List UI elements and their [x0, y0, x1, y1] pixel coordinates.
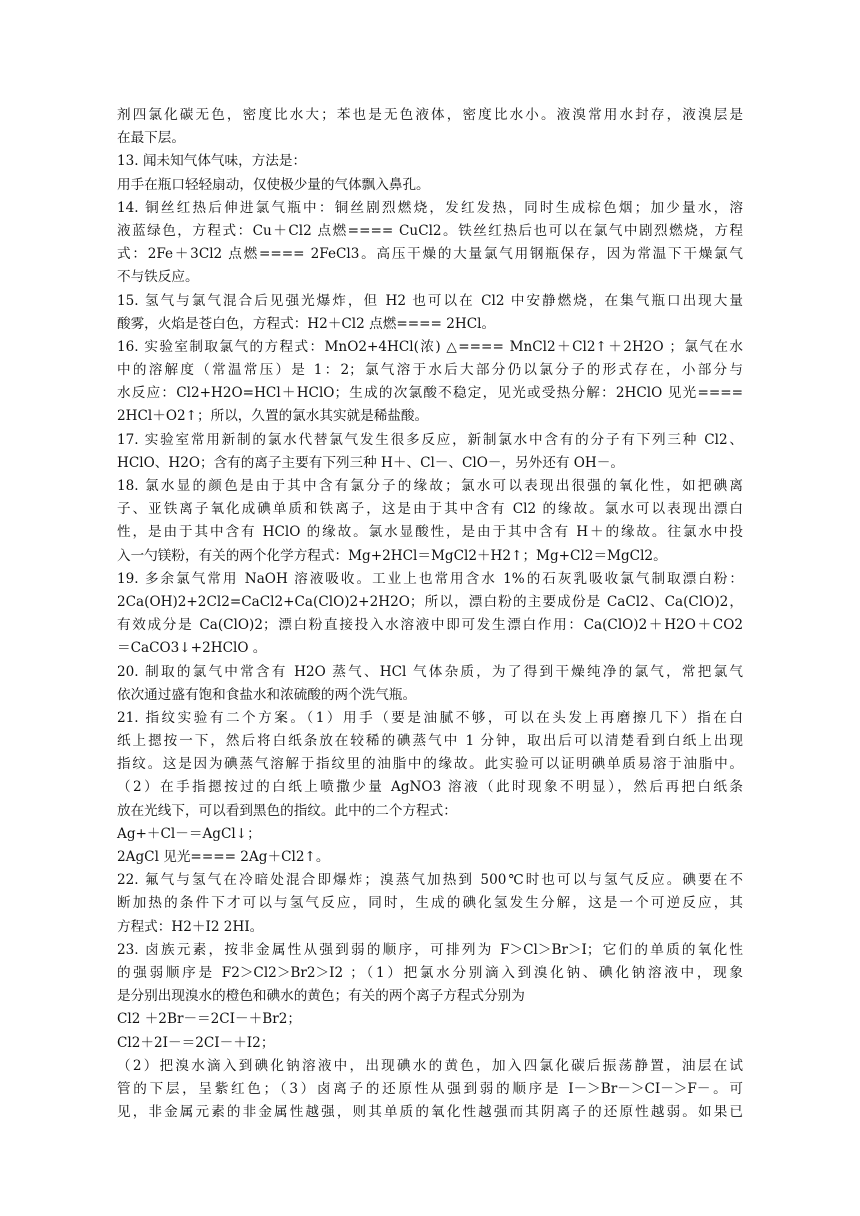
document-body [117, 104, 743, 1124]
text-line: ＝CaCO3↓+2HClO 。 [117, 640, 267, 657]
text-line: 14. 铜丝红热后伸进氯气瓶中：铜丝剧烈燃烧，发红发热，同时生成棕色烟；加少量水，溶 [117, 199, 743, 216]
text-line: 18. 氯水显的颜色是由于其中含有氯分子的缘故；氯水可以表现出很强的氧化性，如把碘离 [117, 478, 743, 494]
text-line: 放在光线下，可以看到黑色的指纹。此中的二个方程式： [117, 802, 457, 819]
text-line: 的强弱顺序是 F2＞Cl2＞Br2＞I2 ；（1）把氯水分别滴入到溴化钠、碘化钠溶液中，现象 [117, 964, 743, 981]
text-line: 子、亚铁离子氧化成碘单质和铁离子，这是由于其中含有 Cl2 的缘故。氯水可以表现出漂白 [117, 501, 743, 518]
text-line: 纸上摁按一下，然后将白纸条放在较稀的碘蒸气中 1 分钟，取出后可以清楚看到白纸上出现 [117, 733, 743, 750]
text-line: 20. 制取的氯气中常含有 H2O 蒸气、HCl 气体杂质，为了得到干燥纯净的氯气，常把氯气 [117, 663, 743, 680]
text-line: 23. 卤族元素，按非金属性从强到弱的顺序，可排列为 F＞Cl＞Br＞I；它们的单质的氧化性 [117, 941, 743, 958]
text-line: 是分别出现溴水的橙色和碘水的黄色；有关的两个离子方程式分别为 [117, 988, 525, 1005]
text-line: Cl2＋2I－＝2CI－＋I2； [117, 1034, 275, 1051]
text-line: 用手在瓶口轻轻扇动，仅使极少量的气体飘入鼻孔。 [117, 176, 430, 193]
text-line: （2）在手指摁按过的白纸上喷撒少量 AgNO3 溶液（此时现象不明显），然后再把白纸条 [117, 779, 743, 796]
text-line: 见，非金属元素的非金属性越强，则其单质的氧化性越强而其阴离子的还原性越弱。如果已 [117, 1104, 743, 1121]
text-line: 水反应：Cl2+H2O=HCl＋HClO；生成的次氯酸不稳定，见光或受热分解：2HClO 见光==== [117, 385, 743, 402]
text-line: 液蓝绿色，方程式：Cu＋Cl2 点燃==== CuCl2。铁丝红热后也可以在氯气中剧烈燃烧，方程 [117, 222, 743, 239]
text-line: 13. 闻未知气体气味，方法是： [117, 153, 307, 170]
text-line: 性，是由于其中含有 HClO 的缘故。氯水显酸性，是由于其中含有 H＋的缘故。往氯水中投 [117, 524, 743, 541]
text-line: 断加热的条件下才可以与氢气反应，同时，生成的碘化氢发生分解，这是一个可逆反应，其 [117, 895, 743, 912]
text-line: 15. 氢气与氯气混合后见强光爆炸，但 H2 也可以在 Cl2 中安静燃烧，在集气瓶口出现大量 [117, 292, 743, 309]
text-line: 22. 氟气与氢气在冷暗处混合即爆炸；溴蒸气加热到 500℃时也可以与氢气反应。碘要在不 [117, 872, 743, 889]
text-line: 指纹。这是因为碘蒸气溶解于指纹里的油脂中的缘故。此实验可以证明碘单质易溶于油脂中。 [117, 756, 743, 773]
text-line: 式：2Fe＋3Cl2 点燃==== 2FeCl3。高压干燥的大量氯气用钢瓶保存，因为常温下干燥氯气 [117, 246, 743, 263]
text-line: Ag+＋Cl－＝AgCl↓； [117, 825, 261, 842]
text-line: 有效成分是 Ca(ClO)2；漂白粉直接投入水溶液中即可发生漂白作用：Ca(ClO)2＋H2O＋CO2 [117, 617, 743, 634]
text-line: 17. 实验室常用新制的氯水代替氯气发生很多反应，新制氯水中含有的分子有下列三种 Cl2、 [117, 431, 743, 448]
text-line: 2AgCl 见光==== 2Ag＋Cl2↑。 [117, 849, 330, 865]
text-line: 依次通过盛有饱和食盐水和浓硫酸的两个洗气瓶。 [117, 686, 417, 703]
text-line: 入一勺镁粉，有关的两个化学方程式：Mg+2HCl＝MgCl2＋H2↑；Mg+Cl2＝MgCl2。 [117, 547, 667, 564]
text-line: 中的溶解度（常温常压）是 1：2；氯气溶于水后大部分仍以氯分子的形式存在，小部分与 [117, 362, 743, 379]
text-line: 2Ca(OH)2+2Cl2=CaCl2+Ca(ClO)2+2H2O；所以，漂白粉的主要成份是 CaCl2、Ca(ClO)2， [117, 593, 743, 610]
text-line: 不与铁反应。 [117, 269, 199, 286]
text-line: 管的下层，呈紫红色；（3）卤离子的还原性从强到弱的顺序是 I－＞Br－＞CI－＞F－。可 [117, 1080, 743, 1097]
text-line: 19. 多余氯气常用 NaOH 溶液吸收。工业上也常用含水 1%的石灰乳吸收氯气制取漂白粉： [117, 570, 743, 587]
text-line: 2HCl＋O2↑；所以，久置的氯水其实就是稀盐酸。 [117, 408, 429, 425]
text-line: 酸雾，火焰是苍白色，方程式：H2＋Cl2 点燃==== 2HCl。 [117, 315, 496, 332]
text-line: 剂四氯化碳无色，密度比水大；苯也是无色液体，密度比水小。液溴常用水封存，液溴层是 [117, 107, 743, 123]
text-line: HClO、H2O；含有的离子主要有下列三种 H＋、Cl－、ClO－，另外还有 OH－。 [117, 454, 624, 471]
text-line: 16. 实验室制取氯气的方程式：MnO2+4HCl(浓) △==== MnCl2＋Cl2↑＋2H2O ；氯气在水 [117, 338, 743, 355]
text-line: Cl2 ＋2Br－＝2CI－＋Br2； [117, 1011, 301, 1028]
text-line: （2）把溴水滴入到碘化钠溶液中，出现碘水的黄色，加入四氯化碳后振荡静置，油层在试 [117, 1057, 743, 1074]
text-line: 在最下层。 [117, 130, 185, 147]
text-line: 21. 指纹实验有二个方案。（1）用手（要是油腻不够，可以在头发上再磨擦几下）指在白 [117, 709, 743, 726]
text-line: 方程式：H2＋I2 2HI。 [117, 918, 264, 935]
